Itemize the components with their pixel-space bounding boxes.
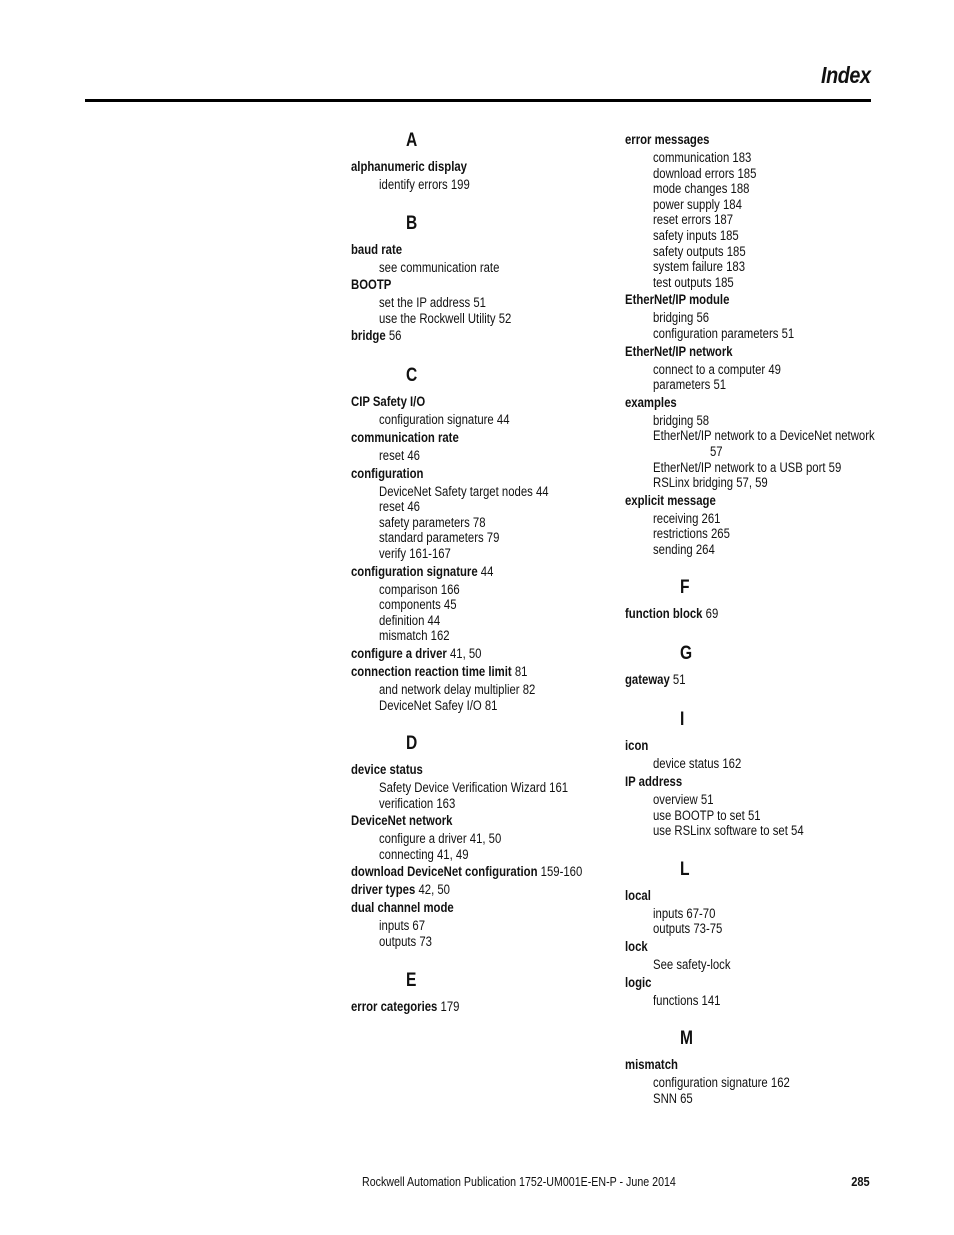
section-letter: A	[406, 130, 418, 151]
entry-term: alphanumeric display	[351, 159, 467, 174]
publication-info: Rockwell Automation Publication 1752-UM001E-EN-P - June 2014	[362, 1174, 676, 1189]
subentry: restrictions 265	[653, 526, 730, 542]
index-entry	[351, 429, 569, 447]
subentry-list	[625, 362, 885, 393]
subentry: connecting 41, 49	[379, 846, 469, 862]
index-entry	[351, 327, 569, 345]
subentry: reset 46	[379, 447, 420, 463]
index-section	[351, 968, 611, 1016]
index-section	[625, 707, 885, 838]
entry-term: bridge	[351, 328, 386, 344]
index-section	[625, 575, 885, 623]
entry-term: device status	[351, 762, 423, 778]
subentry: device status 162	[653, 756, 742, 772]
index-entry	[625, 291, 843, 309]
index-entry	[625, 394, 843, 412]
entry-term: communication rate	[351, 429, 459, 445]
index-entry	[625, 737, 843, 755]
subentry: set the IP address 51	[379, 295, 486, 311]
subentry: safety inputs 185	[653, 227, 739, 243]
subentry: safety parameters 78	[379, 514, 486, 530]
entry-term: download DeviceNet configuration	[351, 864, 538, 880]
entry-term: explicit message	[625, 492, 716, 508]
entry-pages: 159-160	[540, 864, 583, 880]
subentry: power supply 184	[653, 196, 742, 212]
subentry: See safety-lock	[653, 957, 731, 973]
subentry-list	[625, 310, 885, 341]
subentry: use BOOTP to set 51	[653, 807, 761, 823]
index-entry	[625, 492, 843, 510]
subentry: configuration signature 162	[653, 1075, 790, 1091]
entry-term: mismatch	[625, 1057, 678, 1073]
subentry: standard parameters 79	[379, 530, 500, 546]
entry-term: icon	[625, 738, 649, 754]
entry-term: CIP Safety I/O	[351, 394, 426, 410]
index-entry	[625, 773, 843, 791]
section-letter: G	[680, 643, 693, 665]
entry-term: EtherNet/IP network	[625, 343, 733, 359]
index-entry	[351, 393, 569, 411]
index-entry	[351, 998, 569, 1016]
subentry: Safety Device Verification Wizard 161	[379, 780, 569, 796]
section-letter: B	[406, 212, 418, 234]
index-entry	[625, 343, 843, 361]
subentry: safety outputs 185	[653, 243, 746, 259]
subentry-list	[351, 448, 611, 464]
index-entry	[351, 863, 583, 881]
subentry: inputs 67	[379, 918, 426, 934]
subentry: reset 46	[379, 499, 420, 515]
subentry: components 45	[379, 597, 457, 613]
subentry: mode changes 188	[653, 181, 750, 197]
subentry-list	[625, 906, 885, 937]
subentry: test outputs 185	[653, 274, 734, 290]
subentry: functions 141	[653, 992, 721, 1008]
index-entry	[625, 938, 843, 956]
entry-term: configure a driver	[351, 645, 447, 661]
section-letter: C	[406, 365, 418, 387]
entry-pages: 44	[480, 563, 494, 579]
subentry: outputs 73	[379, 934, 432, 950]
index-section	[625, 1026, 885, 1106]
subentry-list	[625, 957, 885, 973]
index-entry	[351, 663, 569, 681]
index-entry	[351, 465, 569, 483]
index-entry	[625, 131, 843, 149]
subentry-list	[351, 682, 611, 713]
index-section	[351, 363, 611, 713]
subentry-list	[625, 792, 885, 839]
subentry-list	[625, 150, 885, 290]
subentry: verify 161-167	[379, 545, 451, 561]
subentry: bridging 56	[653, 310, 710, 326]
subentry: EtherNet/IP network to a USB port 59	[653, 459, 842, 475]
index-entry	[351, 563, 569, 581]
subentry: verification 163	[379, 795, 456, 811]
index-entry	[351, 881, 569, 899]
entry-pages: 42, 50	[418, 882, 451, 898]
section-letter: D	[406, 733, 418, 755]
subentry-list	[625, 1075, 885, 1106]
entry-term: EtherNet/IP module	[625, 292, 730, 308]
subentry-list	[351, 484, 611, 562]
subentry-list	[351, 260, 611, 276]
subentry: overview 51	[653, 792, 714, 808]
subentry: communication 183	[653, 150, 752, 165]
page-title: Index	[821, 62, 871, 88]
subentry: comparison 166	[379, 581, 460, 597]
section-letter: M	[680, 1028, 693, 1050]
section-letter: F	[680, 577, 690, 599]
entry-term: driver types	[351, 882, 416, 898]
subentry: configure a driver 41, 50	[379, 831, 502, 847]
subentry-list	[625, 413, 885, 491]
index-column-right	[625, 131, 885, 1107]
index-entry	[351, 158, 569, 176]
index-section	[351, 128, 611, 193]
page-number: 285	[851, 1174, 870, 1189]
subentry: use the Rockwell Utility 52	[379, 310, 512, 326]
index-entry	[625, 1056, 843, 1074]
index-entry	[625, 605, 843, 623]
subentry: SNN 65	[653, 1090, 693, 1106]
entry-term: DeviceNet network	[351, 813, 453, 829]
entry-term: connection reaction time limit	[351, 663, 512, 679]
subentry: mismatch 162	[379, 628, 450, 644]
index-column-left	[351, 128, 611, 1016]
entry-term: baud rate	[351, 241, 403, 257]
section-letter: E	[406, 969, 417, 991]
subentry: configuration signature 44	[379, 412, 510, 428]
subentry: parameters 51	[653, 377, 727, 393]
entry-pages: 81	[514, 663, 528, 679]
index-entry	[351, 812, 569, 830]
subentry: EtherNet/IP network to a DeviceNet network	[653, 428, 875, 444]
index-entry	[625, 974, 843, 992]
index-entry	[351, 645, 569, 663]
subentry-list	[351, 412, 611, 428]
entry-pages: 179	[440, 998, 460, 1014]
index-section	[351, 731, 611, 950]
section-letter: I	[680, 709, 685, 731]
entry-term: logic	[625, 974, 652, 990]
subentry: DeviceNet Safey I/O 81	[379, 697, 498, 713]
subentry: connect to a computer 49	[653, 361, 781, 377]
subentry-list	[351, 295, 611, 326]
subentry-list	[351, 831, 611, 862]
entry-term: lock	[625, 939, 648, 955]
entry-term: local	[625, 887, 651, 903]
index-entry	[625, 671, 843, 689]
index-entry	[625, 887, 843, 905]
subentry-list	[351, 582, 611, 644]
subentry: reset errors 187	[653, 212, 734, 228]
entry-term: function block	[625, 606, 703, 622]
index-section	[625, 641, 885, 689]
section-letter: L	[680, 858, 690, 880]
subentry: bridging 58	[653, 412, 710, 428]
index-section	[625, 131, 885, 557]
subentry: inputs 67-70	[653, 905, 716, 921]
subentry: use RSLinx software to set 54	[653, 823, 804, 839]
entry-pages: 51	[672, 672, 686, 688]
subentry-list	[625, 511, 885, 558]
index-entry	[351, 276, 569, 294]
subentry-list	[625, 756, 885, 772]
subentry-list	[351, 177, 611, 193]
subentry: RSLinx bridging 57, 59	[653, 475, 768, 491]
subentry: configuration parameters 51	[653, 325, 795, 341]
subentry: sending 264	[653, 541, 715, 557]
entry-term: configuration signature	[351, 563, 478, 579]
subentry-list	[351, 918, 611, 949]
subentry: system failure 183	[653, 259, 746, 275]
index-section	[351, 211, 611, 346]
subentry: identify errors 199	[379, 177, 470, 192]
subentry: definition 44	[379, 612, 441, 628]
header-rule	[85, 99, 871, 102]
index-entry	[351, 241, 569, 259]
entry-term: error categories	[351, 998, 438, 1014]
entry-term: IP address	[625, 774, 683, 790]
subentry-list	[625, 993, 885, 1009]
index-entry	[351, 761, 569, 779]
subentry: receiving 261	[653, 510, 721, 526]
subentry: and network delay multiplier 82	[379, 681, 536, 697]
entry-term: BOOTP	[351, 277, 392, 293]
entry-pages: 69	[705, 606, 719, 622]
entry-term: examples	[625, 394, 677, 410]
entry-pages: 56	[388, 328, 402, 344]
subentry: 57	[710, 443, 723, 459]
subentry: outputs 73-75	[653, 921, 723, 937]
entry-term: dual channel mode	[351, 900, 454, 916]
entry-term: gateway	[625, 672, 670, 688]
entry-pages: 41, 50	[449, 645, 482, 661]
subentry: download errors 185	[653, 165, 757, 181]
entry-term: error messages	[625, 132, 710, 147]
subentry: DeviceNet Safety target nodes 44	[379, 483, 549, 499]
subentry-list	[351, 780, 611, 811]
index-section	[625, 857, 885, 1008]
index-entry	[351, 899, 569, 917]
subentry: see communication rate	[379, 259, 500, 275]
entry-term: configuration	[351, 465, 424, 481]
